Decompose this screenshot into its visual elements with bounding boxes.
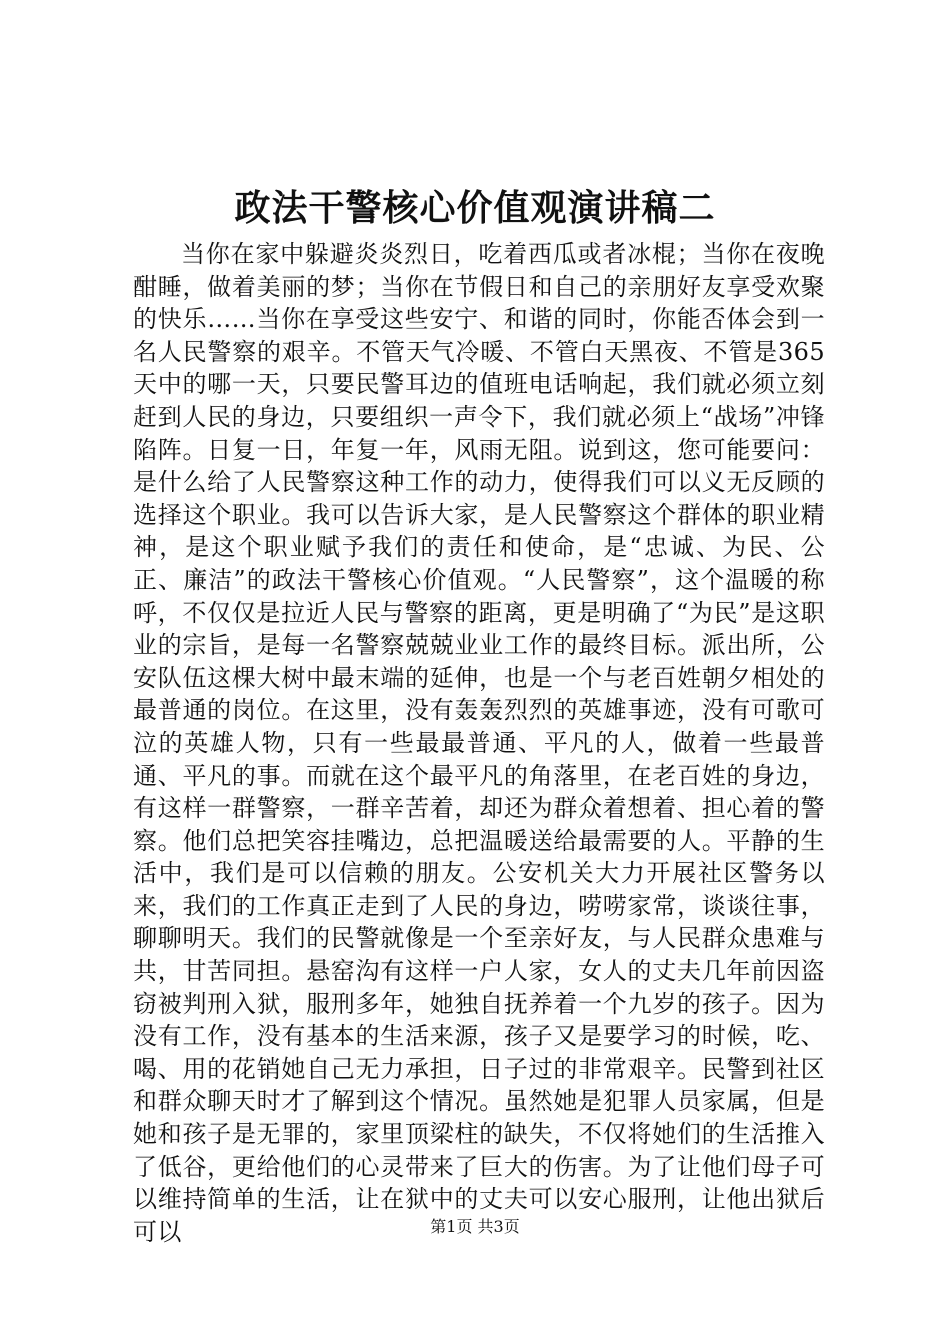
page-number-footer: 第1页 共3页	[430, 1217, 520, 1236]
document-title: 政法干警核心价值观演讲稿二	[234, 187, 716, 229]
document-body-paragraph: 当你在家中躲避炎炎烈日，吃着西瓜或者冰棍；当你在夜晚酣睡，做着美丽的梦；当你在节假日和自己的亲朋好友享受欢聚的快乐……当你在享受这些安宁、和谐的同时，你能否体会到一名人民警察的艰辛。不管天气冷暖、不管白天黑夜、不管是365天中的哪一天，只要民警耳边的值班电话响起，我们就必须立刻赶到人民的身边，只要组织一声令下，我们就必须上“战场”冲锋陷阵。日复一日，年复一年，风雨无阻。说到这，您可能要问：是什么给了人民警察这种工作的动力，使得我们可以义无反顾的选择这个职业。我可以告诉大家，是人民警察这个群体的职业精神，是这个职业赋予我们的责任和使命，是“忠诚、为民、公正、廉洁”的政法干警核心价值观。“人民警察”，这个温暖的称呼，不仅仅是拉近人民与警察的距离，更是明确了“为民”是这职业的宗旨，是每一名警察兢兢业业工作的最终目标。派出所，公安队伍这棵大树中最末端的延伸，也是一个与老百姓朝夕相处的最普通的岗位。在这里，没有轰轰烈烈的英雄事迹，没有可歌可泣的英雄人物，只有一些最最普通、平凡的人，做着一些最普通、平凡的事。而就在这个最平凡的角落里，在老百姓的身边，有这样一群警察，一群辛苦着，却还为群众着想着、担心着的警察。他们总把笑容挂嘴边，总把温暖送给最需要的人。平静的生活中，我们是可以信赖的朋友。公安机关大力开展社区警务以来，我们的工作真正走到了人民的身边，唠唠家常，谈谈往事，聊聊明天。我们的民警就像是一个至亲好友，与人民群众患难与共，甘苦同担。悬窑沟有这样一户人家，女人的丈夫几年前因盗窃被判刑入狱，服刑多年，她独自抚养着一个九岁的孩子。因为没有工作，没有基本的生活来源，孩子又是要学习的时候，吃、喝、用的花销她自己无力承担，日子过的非常艰辛。民警到社区和群众聊天时才了解到这个情况。虽然她是犯罪人员家属，但是她和孩子是无罪的，家里顶梁柱的缺失，不仅将她们的生活推入了低谷，更给他们的心灵带来了巨大的伤害。为了让他们母子可以维持简单的生活，让在狱中的丈夫可以安心服刑，让他出狱后可以	[133, 240, 825, 1246]
